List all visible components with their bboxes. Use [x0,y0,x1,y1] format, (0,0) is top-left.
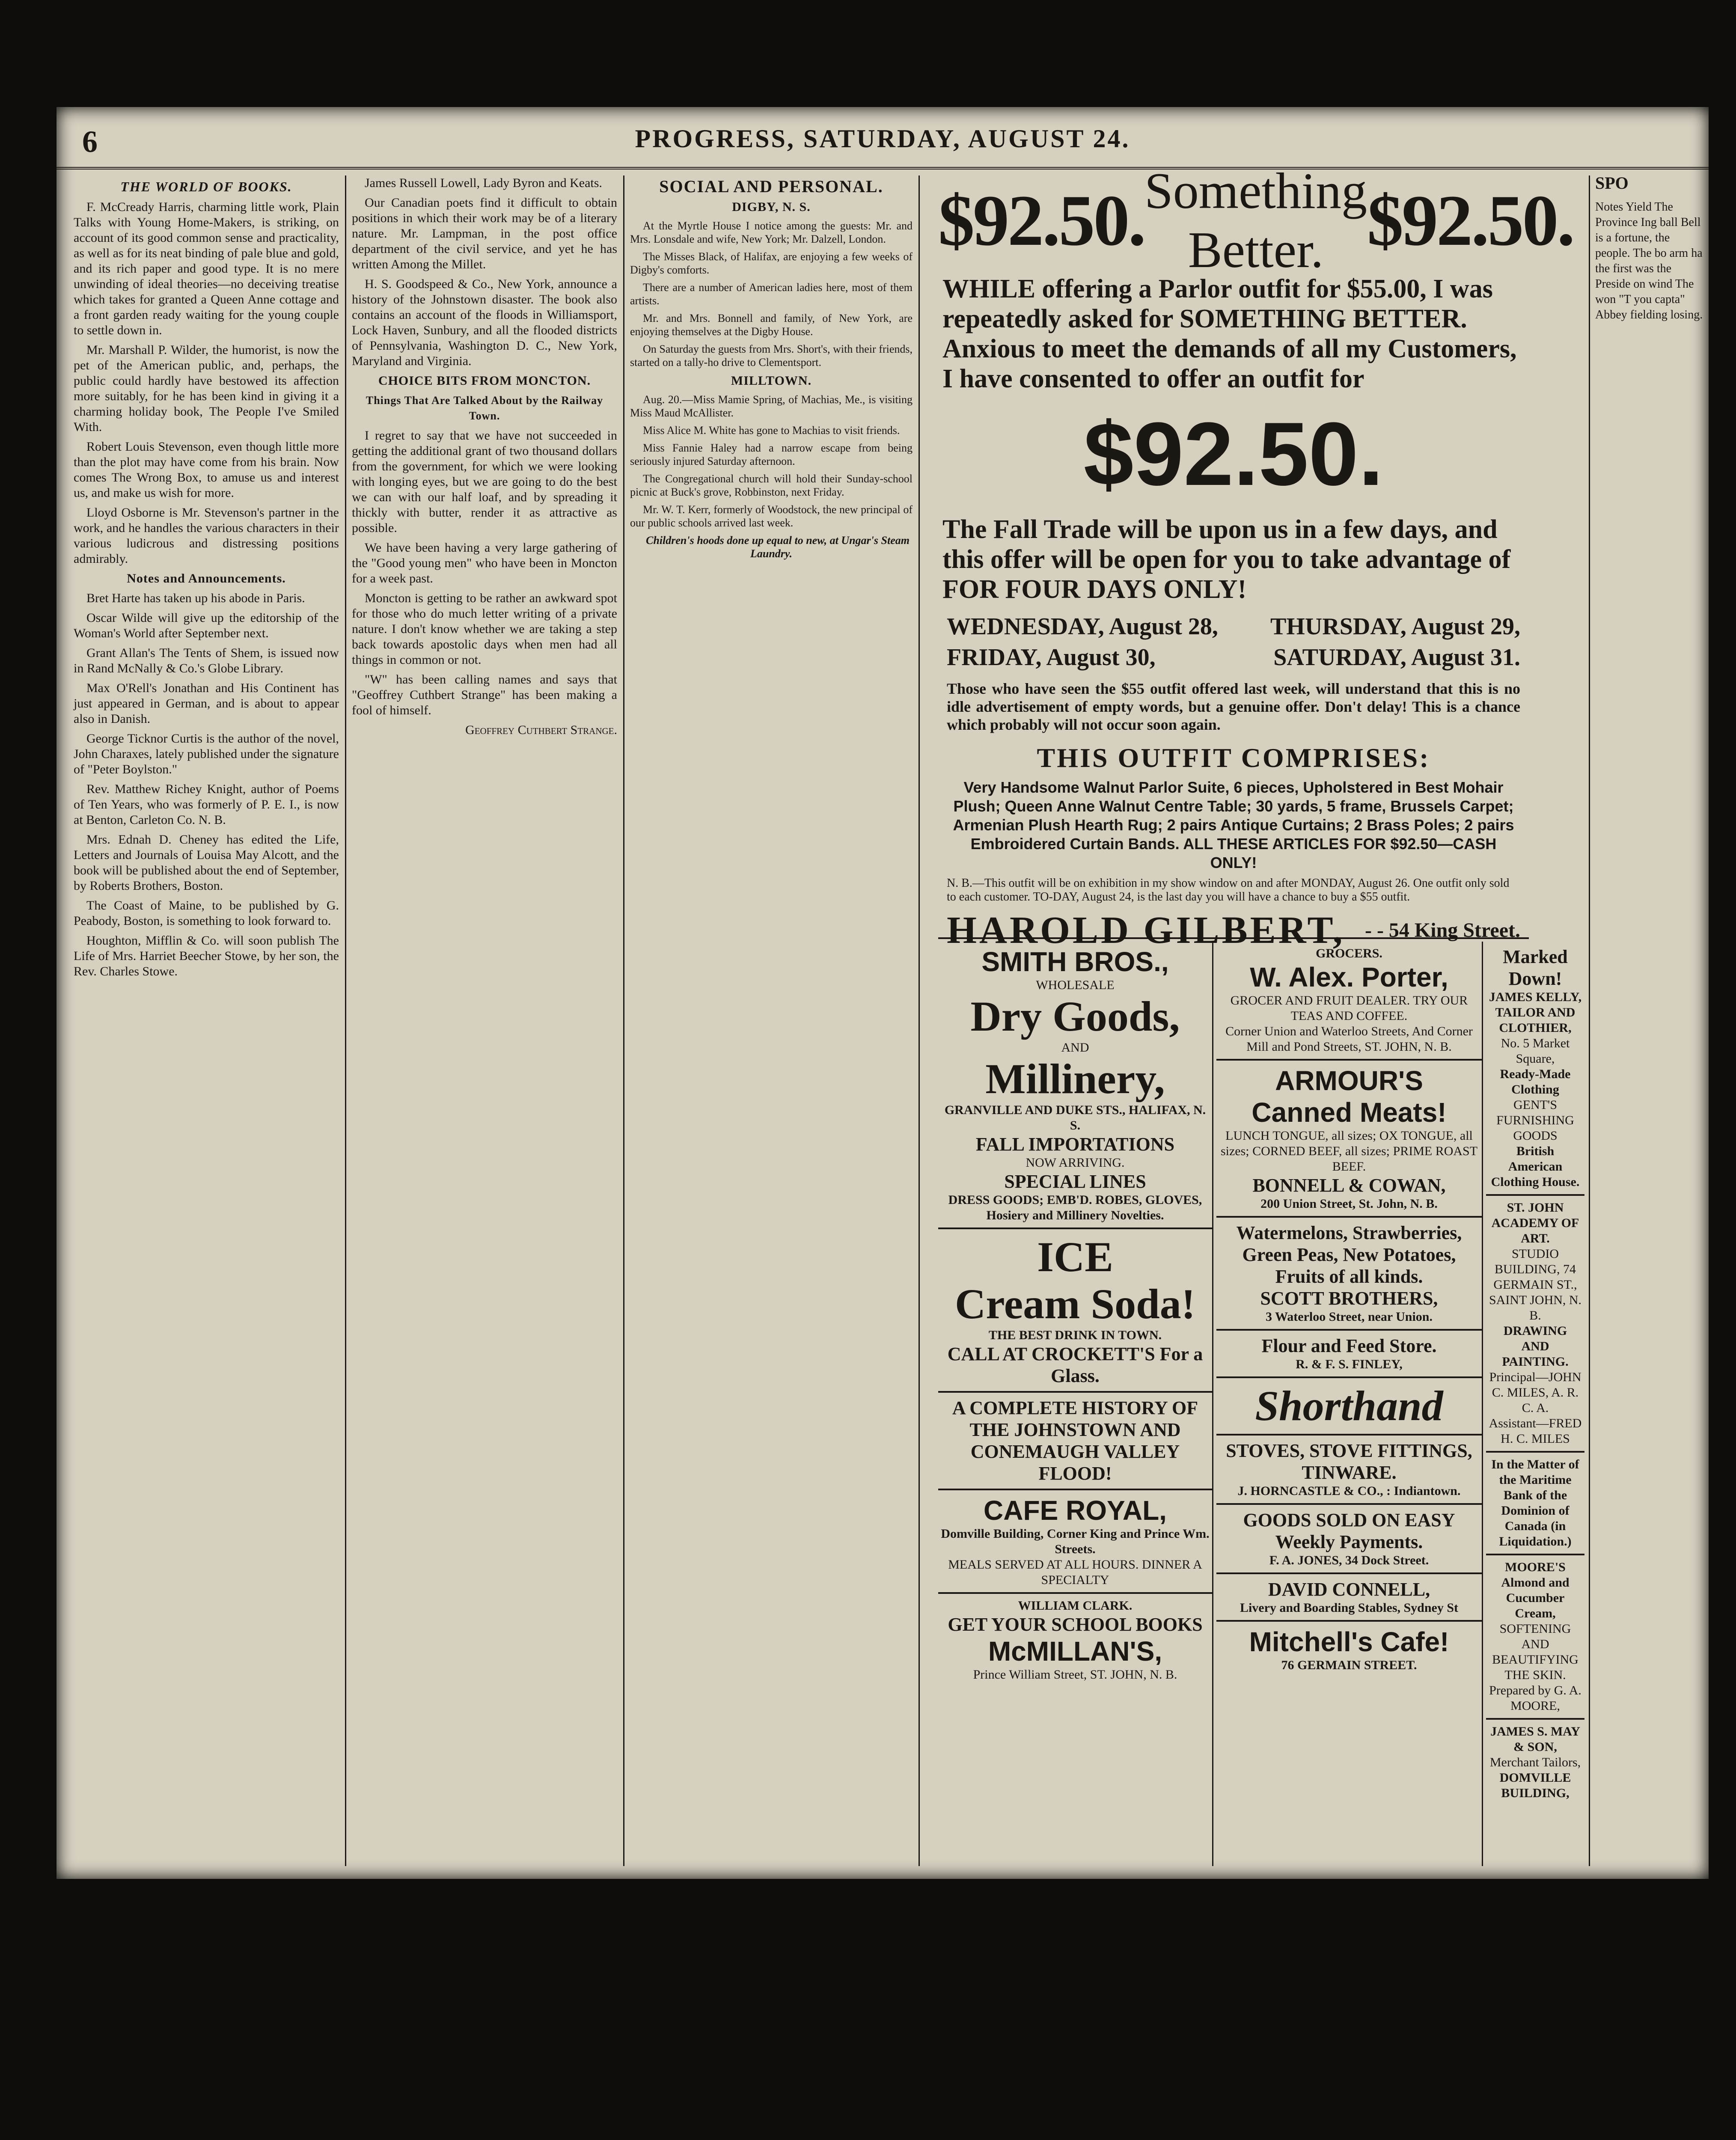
section-heading: THE WORLD OF BOOKS. [120,179,292,194]
day-item: THURSDAY, August 29, [1270,613,1520,640]
outfit-items: Very Handsome Walnut Parlor Suite, 6 pieces, Upholstered in Best Mohair Plush; Queen Anne Walnut Centre Table; 30 yards, 5 frame, Brussels Carpet; Armenian Plush Hearth Rug; 2 pairs Antique Curtains; 2 Brass Poles; 2 pairs Embroidered Curtain Bands. ALL THESE ARTICLES FOR $92.50—CASH ONLY! [953,779,1514,871]
armour: ARMOUR'S [1275,1065,1423,1096]
column-footer: Children's hoods done up equal to new, at Ungar's Steam Laundry. [646,534,910,560]
article-paragraph: The Misses Black, of Halifax, are enjoying a few weeks of Digby's comforts. [630,250,913,276]
merchant-tailors: Merchant Tailors, [1489,1755,1581,1769]
gents-goods: GENT'S FURNISHING GOODS [1496,1098,1574,1143]
article-paragraph: Aug. 20.—Miss Mamie Spring, of Machias, Me., is visiting Miss Maud McAllister. [630,393,913,419]
price-left: $92.50. [938,180,1144,261]
kelly-address: No. 5 Market Square, [1501,1036,1570,1066]
article-paragraph: Mr. W. T. Kerr, formerly of Woodstock, the new principal of our public schools arrived last week. [630,503,913,529]
crockett: CALL AT CROCKETT'S For a Glass. [947,1343,1203,1386]
mcmillan: McMILLAN'S, [988,1636,1162,1667]
fruit-list: Watermelons, Strawberries, Green Peas, New Potatoes, Fruits of all kinds. [1236,1222,1462,1287]
now-arriving: NOW ARRIVING. [1026,1156,1125,1170]
note-item: Rev. Matthew Richey Knight, author of Poems of Ten Years, who was formerly of P. E. I., is now at Benton, Carleton Co. N. B. [74,782,339,827]
smith-millinery: Millinery, [985,1055,1165,1103]
may-son: JAMES S. MAY & SON, [1490,1724,1580,1754]
article-paragraph: H. S. Goodspeed & Co., New York, announce a history of the Johnstown disaster. The book also contains an account of the floods in Williamsport, Lock Haven, Sunbury, and all the flooded districts of Pennsylvania, Washington D. C., New York, Maryland and Virginia. [352,277,617,368]
advert-moore [1486,1555,1584,1720]
porter-name: W. Alex. Porter, [1250,962,1448,993]
prepared-by: Prepared by G. A. MOORE, [1489,1683,1581,1713]
advert-lead: WHILE offering a Parlor outfit for $55.00, I was repeatedly asked for SOMETHING BETTER. Anxious to meet the demands of all my Customers, I have consented to offer an outfit for [942,274,1517,393]
day-item: SATURDAY, August 31. [1273,644,1520,671]
edge-heading: SPO [1595,173,1629,193]
mitchells-cafe: Mitchell's Cafe! [1249,1626,1449,1657]
article-paragraph: Our Canadian poets find it difficult to obtain positions in which their work may be of a literary nature. Mr. Lampman, in the post office department of the civil service, and yet he has written Among the Millet. [352,196,617,271]
something-better: Something Better. [1144,162,1367,278]
cafe-royal: CAFE ROYAL, [984,1495,1167,1526]
day-item: FRIDAY, August 30, [947,644,1156,671]
article-paragraph: Lloyd Osborne is Mr. Stevenson's partner in the work, and he handles the various characters in their various ludicrous and distressing positions admirably. [74,505,339,566]
note-item: George Ticknor Curtis is the author of the novel, John Charaxes, lately published under the signature of "Peter Boylston." [74,731,339,776]
drawing: DRAWING AND PAINTING. [1502,1324,1569,1369]
shorthand: Shorthand [1255,1382,1443,1430]
almond-cream: Almond and Cucumber Cream, [1501,1575,1570,1620]
smith-address: GRANVILLE AND DUKE STS., HALIFAX, N. S. [944,1103,1206,1132]
advert-mcmillan [938,1594,1212,1687]
article-paragraph: There are a number of American ladies here, most of them artists. [630,281,913,307]
advert-shorthand [1216,1378,1482,1436]
bonnell: BONNELL & COWAN, [1252,1175,1446,1196]
article-paragraph: Mr. and Mrs. Bonnell and family, of New York, are enjoying themselves at the Digby House. [630,312,913,338]
masthead [56,107,1709,169]
edge-text: Notes Yield The Province Ing ball Bell is a fortune, the people. The bo arm ha the first was the Preside on wind The won "T you capta" Abbey fielding losing. [1595,200,1703,321]
newspaper-page [56,107,1709,1879]
kelly-name: JAMES KELLY, [1489,990,1582,1004]
article-paragraph: On Saturday the guests from Mrs. Short's, with their friends, started on a tally-ho drive to Clementsport. [630,343,913,369]
scott-address: 3 Waterloo Street, near Union. [1266,1310,1433,1324]
big-price: $92.50. [1083,404,1384,504]
advert-footnote: N. B.—This outfit will be on exhibition in my show window on and after MONDAY, August 26. One outfit only sold to each customer. TO-DAY, August 24, is the last day you will have a chance to buy a $55 outfit. [947,877,1510,904]
johnstown-title: A COMPLETE HISTORY OF THE JOHNSTOWN AND CONEMAUGH VALLEY FLOOD! [952,1397,1198,1484]
advert-academy [1486,1196,1584,1453]
advert-may [1486,1720,1584,1805]
seller-name: HAROLD GILBERT, [947,909,1345,951]
smith-goods: Dry Goods, [970,993,1180,1040]
special-items: DRESS GOODS; EMB'D. ROBES, GLOVES, Hosiery and Millinery Novelties. [948,1193,1202,1222]
note-item: Mrs. Ednah D. Cheney has edited the Life, Letters and Journals of Louisa May Alcott, and the book will be published about the end of September, by Roberts Brothers, Boston. [74,832,339,893]
advert-crockett [938,1229,1212,1393]
grocers: GROCERS. [1316,946,1382,960]
british-american: British American Clothing House. [1491,1144,1580,1189]
cream-soda: Cream Soda! [954,1280,1195,1328]
marked-down: Marked Down! [1503,946,1568,989]
article-paragraph: Moncton is getting to be rather an awkward spot for those who do much letter writing of a private nature. I don't know whether we are taking a step back towards apostolic days when men had all things in common or not. [352,591,617,667]
advert-harold-gilbert [938,162,1574,951]
principal: Principal—JOHN C. MILES, A. R. C. A. [1489,1370,1581,1415]
advert-fruit [1216,1218,1482,1331]
smith-and: AND [1061,1040,1089,1055]
column-social-personal [630,175,920,1866]
studio: STUDIO BUILDING, 74 GERMAIN ST., SAINT JOHN, N. B. [1489,1247,1582,1323]
advert-stoves [1216,1436,1482,1505]
smith-name: SMITH BROS., [981,946,1169,977]
advert-porter [1216,942,1482,1061]
place-heading: MILLTOWN. [731,374,812,388]
page-number: 6 [82,125,98,159]
article-paragraph: The Congregational church will hold their Sunday-school picnic at Buck's grove, Robbinston, next Friday. [630,473,913,498]
advert-maritime-bank [1486,1453,1584,1555]
note-item: The Coast of Maine, to be published by G. Peabody, Boston, is something to look forward to. [74,898,339,928]
article-paragraph: "W" has been calling names and says that "Geoffrey Cuthbert Strange" has been making a fool of himself. [352,672,617,717]
column-moncton [352,175,624,1866]
bonnell-address: 200 Union Street, St. John, N. B. [1260,1197,1438,1211]
advert-easy-payments [1216,1505,1482,1574]
scott-brothers: SCOTT BROTHERS, [1260,1288,1438,1309]
article-paragraph: Miss Fannie Haley had a narrow escape from being seriously injured Saturday afternoon. [630,442,913,467]
advert-kelly [1486,942,1584,1196]
livery: Livery and Boarding Stables, Sydney St [1240,1601,1459,1615]
advert-flour [1216,1331,1482,1378]
assistant: Assistant—FRED H. C. MILES [1489,1416,1582,1446]
offer-days [938,613,1529,671]
easy-payments: GOODS SOLD ON EASY Weekly Payments. [1243,1510,1455,1552]
fall-trade: The Fall Trade will be upon us in a few days, and this offer will be open for you to take advantage of FOR FOUR DAYS ONLY! [942,515,1511,604]
william-clark: WILLIAM CLARK. [1018,1599,1133,1613]
article-paragraph: At the Myrtle House I notice among the guests: Mr. and Mrs. Lonsdale and wife, New York; Mr. Dalzell, London. [630,220,913,245]
section-heading: SOCIAL AND PERSONAL. [659,177,883,196]
price-row [938,162,1574,278]
column-world-of-books [74,175,346,1866]
place-heading: DIGBY, N. S. [732,200,811,214]
skin: SOFTENING AND BEAUTIFYING THE SKIN. [1492,1622,1578,1682]
article-paragraph: F. McCready Harris, charming little work, Plain Talks with Young Home-Makers, is striking, on account of its good common sense and practicality, as well as for its neat binding of pale blue and gold, and its rich paper and good type. It is no mere unwinding of ideal theories—no deceiving treatise which takes for granted a Queen Anne cottage and a front garden ready waiting for the young couple to settle down in. [74,200,339,337]
advert-connell [1216,1574,1482,1622]
section-subheading: Things That Are Talked About by the Railway Town. [366,394,603,422]
article-paragraph: Robert Louis Stevenson, even though little more than the plot may have come from his brain. Now comes The Wrong Box, to amuse us and interest us, and make us wish for more. [74,440,339,500]
notes-heading: Notes and Announcements. [127,571,286,586]
day-item: WEDNESDAY, August 28, [947,613,1218,640]
finley: R. & F. S. FINLEY, [1296,1357,1403,1371]
advert-smith-bros [938,942,1212,1229]
ads-column-b [1216,942,1483,1866]
article-signature: Geoffrey Cuthbert Strange. [465,723,617,737]
ads-column-a [938,942,1213,1866]
section-heading: CHOICE BITS FROM MONCTON. [378,374,591,388]
note-item: Oscar Wilde will give up the editorship of the Woman's World after September next. [74,611,339,640]
ready-made: Ready-Made Clothing [1500,1067,1571,1097]
cafe-meals: MEALS SERVED AT ALL HOURS. DINNER A SPECIALTY [948,1557,1202,1587]
smith-wholesale: WHOLESALE [1036,978,1115,992]
porter-address: Corner Union and Waterloo Streets, And Corner Mill and Pond Streets, ST. JOHN, N. B. [1225,1024,1473,1054]
ice-label: ICE [1037,1233,1113,1281]
flour-store: Flour and Feed Store. [1261,1335,1437,1356]
advert-johnstown [938,1393,1212,1490]
maritime: In the Matter of the Maritime Bank of the Dominion of Canada (in Liquidation.) [1491,1457,1579,1549]
masthead-title: PROGRESS, SATURDAY, AUGUST 24. [635,125,1130,153]
cafe-address: Domville Building, Corner King and Prince Wm. Streets. [941,1527,1210,1556]
domville: DOMVILLE BUILDING, [1499,1771,1571,1800]
ads-column-c-real [1486,942,1584,1866]
jones: F. A. JONES, 34 Dock Street. [1269,1553,1429,1567]
porter-sub: GROCER AND FRUIT DEALER. TRY OUR TEAS AND COFFEE. [1230,993,1468,1023]
advert-cafe-royal [938,1490,1212,1594]
note-item: Max O'Rell's Jonathan and His Continent has just appeared in German, and is about to appear also in Danish. [74,681,339,726]
adjacent-page-edge [1589,175,1706,1866]
article-paragraph: James Russell Lowell, Lady Byron and Keats. [365,176,602,190]
price-right: $92.50. [1367,180,1574,261]
article-paragraph: We have been having a very large gathering of the "Good young men" who have been in Moncton for a week past. [352,541,617,586]
advert-armour [1216,1061,1482,1218]
seller-address: - - 54 King Street. [1364,919,1520,942]
special-lines: SPECIAL LINES [1004,1171,1146,1192]
best-drink: THE BEST DRINK IN TOWN. [988,1328,1162,1342]
horncastle: J. HORNCASTLE & CO., : Indiantown. [1237,1484,1461,1498]
tailor: TAILOR AND CLOTHIER, [1495,1005,1575,1035]
advert-mitchells [1216,1622,1482,1677]
school-books: GET YOUR SCHOOL BOOKS [948,1614,1203,1635]
fall-importations: FALL IMPORTATIONS [975,1134,1175,1155]
stoves: STOVES, STOVE FITTINGS, TINWARE. [1226,1440,1472,1483]
note-item: Bret Harte has taken up his abode in Paris. [86,591,305,605]
article-paragraph: Mr. Marshall P. Wilder, the humorist, is now the pet of the American public, and, perhaps, the public could hardly have bestowed its affection more suitably, for he has been kind in giving it a charming holiday book, The People I've Smiled With. [74,343,339,434]
moore: MOORE'S [1505,1560,1566,1574]
outfit-heading: THIS OUTFIT COMPRISES: [1037,743,1430,773]
advert-note: Those who have seen the $55 outfit offered last week, will understand that this is no idle advertisement of empty words, but a genuine offer. Don't delay! This is a chance which probably will not occur soon again. [947,680,1520,733]
note-item: Grant Allan's The Tents of Shem, is issued now in Rand McNally & Co.'s Globe Library. [74,646,339,675]
connell: DAVID CONNELL, [1268,1579,1430,1600]
mcmillan-address: Prince William Street, ST. JOHN, N. B. [973,1667,1177,1682]
academy: ST. JOHN ACADEMY OF ART. [1491,1201,1579,1245]
article-paragraph: Miss Alice M. White has gone to Machias to visit friends. [643,424,900,437]
article-paragraph: I regret to say that we have not succeeded in getting the additional grant of two thousand dollars from the government, for which we were looking with longing eyes, but we are going to do the best we can with our half loaf, and by spreading it thickly with butter, render it as attractive as possible. [352,428,617,535]
note-item: Houghton, Mifflin & Co. will soon publish The Life of Mrs. Harriet Beecher Stowe, by her son, the Rev. Charles Stowe. [74,933,339,978]
canned-items: LUNCH TONGUE, all sizes; OX TONGUE, all sizes; CORNED BEEF, all sizes; PRIME ROAST BEEF. [1220,1129,1478,1174]
mitchells-address: 76 GERMAIN STREET. [1281,1658,1417,1672]
canned-meats: Canned Meats! [1251,1097,1447,1128]
